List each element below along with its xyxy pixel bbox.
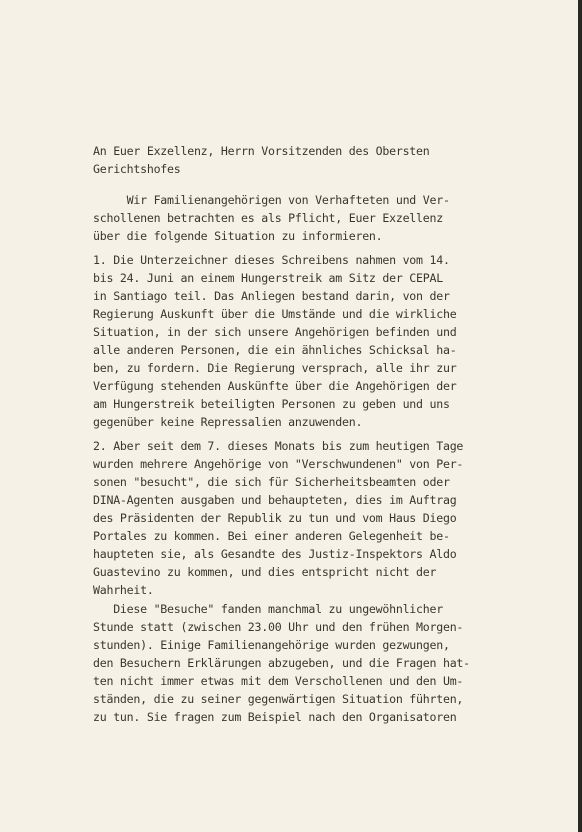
intro-line: über die folgende Situation zu informieren. xyxy=(93,229,383,243)
salutation-line: An Euer Exzellenz, Herrn Vorsitzenden des Obersten xyxy=(93,144,430,158)
paragraph-1-line: Regierung Auskunft über die Umstände und die wirkliche xyxy=(93,307,457,321)
paragraph-3-line: zu tun. Sie fragen zum Beispiel nach den Organisatoren xyxy=(93,710,457,724)
paragraph-2-line: Portales zu kommen. Bei einer anderen Gelegenheit be- xyxy=(93,529,450,543)
paragraph-3-line: ständen, die zu seiner gegenwärtigen Situation führten, xyxy=(93,692,464,706)
salutation-line: Gerichtshofes xyxy=(93,162,181,176)
paragraph-1-line: Situation, in der sich unsere Angehörigen befinden und xyxy=(93,325,457,339)
paragraph-2-line: Wahrheit. xyxy=(93,583,154,597)
page-edge xyxy=(578,0,582,832)
paragraph-2-line: DINA-Agenten ausgaben und behaupteten, dies im Auftrag xyxy=(93,493,457,507)
paragraph-3-line: Stunde statt (zwischen 23.00 Uhr und den frühen Morgen- xyxy=(93,620,464,634)
paragraph-2-line: Guastevino zu kommen, und dies entspricht nicht der xyxy=(93,565,437,579)
intro-line: Wir Familienangehörigen von Verhafteten und Ver- xyxy=(93,193,450,207)
paragraph-2-line: des Präsidenten der Republik zu tun und vom Haus Diego xyxy=(93,511,457,525)
paragraph-3-line: ten nicht immer etwas mit dem Verschollenen und den Um- xyxy=(93,674,464,688)
paragraph-3-line: Diese "Besuche" fanden manchmal zu ungewöhnlicher xyxy=(93,602,443,616)
paragraph-1-line: alle anderen Personen, die ein ähnliches Schicksal ha- xyxy=(93,343,457,357)
paragraph-1-line: 1. Die Unterzeichner dieses Schreibens nahmen vom 14. xyxy=(93,253,450,267)
paragraph-3-line: den Besuchern Erklärungen abzugeben, und die Fragen hat- xyxy=(93,656,470,670)
intro-line: schollenen betrachten es als Pflicht, Euer Exzellenz xyxy=(93,211,443,225)
paragraph-1-line: in Santiago teil. Das Anliegen bestand darin, von der xyxy=(93,289,450,303)
paragraph-2-line: 2. Aber seit dem 7. dieses Monats bis zum heutigen Tage xyxy=(93,439,464,453)
paragraph-2-line: sonen "besucht", die sich für Sicherheitsbeamten oder xyxy=(93,475,450,489)
paragraph-1-line: bis 24. Juni an einem Hungerstreik am Sitz der CEPAL xyxy=(93,271,443,285)
paragraph-1-line: gegenüber keine Repressalien anzuwenden. xyxy=(93,415,363,429)
paragraph-2-line: haupteten sie, als Gesandte des Justiz-Inspektors Aldo xyxy=(93,547,457,561)
paragraph-1-line: Verfügung stehenden Auskünfte über die Angehörigen der xyxy=(93,379,457,393)
paragraph-2-line: wurden mehrere Angehörige von "Verschwundenen" von Per- xyxy=(93,457,464,471)
paragraph-3-line: stunden). Einige Familienangehörige wurden gezwungen, xyxy=(93,638,450,652)
paragraph-1-line: am Hungerstreik beteiligten Personen zu geben und uns xyxy=(93,397,450,411)
paragraph-1-line: ben, zu fordern. Die Regierung versprach, alle ihr zur xyxy=(93,361,457,375)
